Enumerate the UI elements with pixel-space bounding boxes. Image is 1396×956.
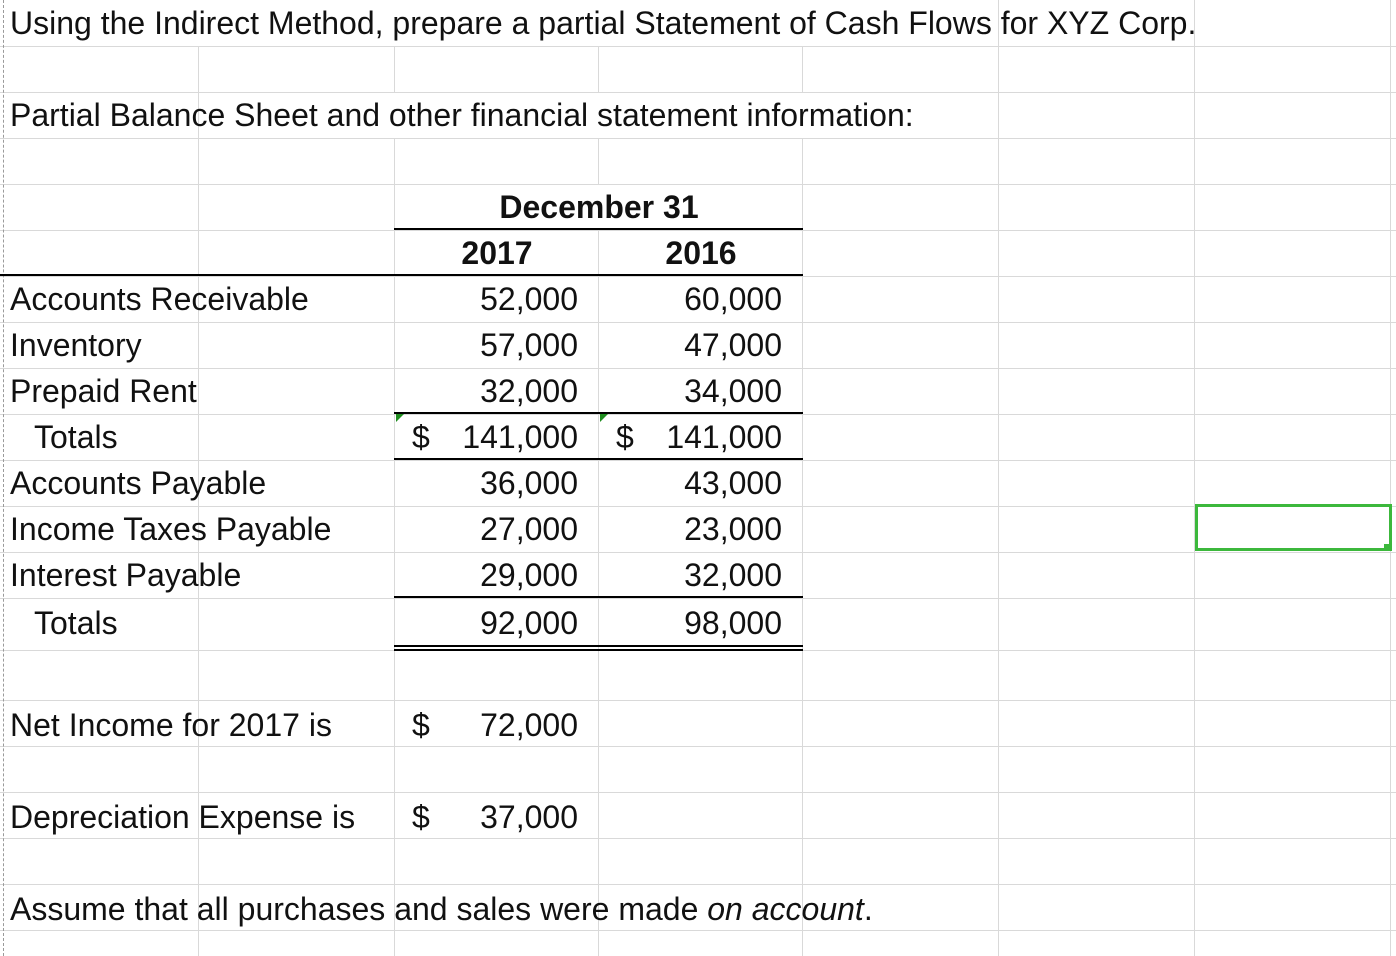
totals-label: Totals (34, 605, 118, 641)
error-indicator-icon[interactable] (600, 414, 608, 422)
assumption-note (10, 889, 873, 929)
sheet-subtitle: Partial Balance Sheet and other financial statement information: (10, 97, 914, 133)
row-label: Income Taxes Payable (10, 511, 332, 547)
row-label: Prepaid Rent (10, 373, 197, 409)
selected-cell[interactable] (1195, 504, 1392, 551)
value-2016: 23,000 (684, 511, 782, 547)
gridline (0, 368, 1396, 369)
gridline (802, 46, 803, 92)
double-underline-bottom (394, 649, 803, 651)
row-label: Accounts Receivable (10, 281, 309, 317)
gridline (0, 230, 1396, 231)
gridline (394, 46, 395, 92)
error-indicator-icon[interactable] (396, 414, 404, 422)
depreciation-value: 37,000 (480, 799, 578, 835)
gridline (0, 506, 1396, 507)
currency-symbol: $ (412, 799, 430, 835)
currency-symbol: $ (616, 419, 634, 455)
gridline (0, 746, 1396, 747)
double-underline-top (394, 645, 803, 647)
subtotal-border (394, 596, 803, 598)
value-2016: 47,000 (684, 327, 782, 363)
note-prefix: Assume that all purchases and sales were made (10, 891, 708, 927)
value-2017: 27,000 (480, 511, 578, 547)
gridline (0, 700, 1396, 701)
gridline (0, 838, 1396, 839)
gridline (0, 930, 1396, 931)
total-2016: 141,000 (666, 419, 782, 455)
total-2016: 98,000 (684, 605, 782, 641)
period-header: December 31 (499, 189, 699, 225)
gridline (0, 884, 1396, 885)
value-2017: 52,000 (480, 281, 578, 317)
value-2017: 32,000 (480, 373, 578, 409)
gridline (0, 92, 1396, 93)
total-2017: 92,000 (480, 605, 578, 641)
row-label: Interest Payable (10, 557, 242, 593)
gridline (0, 138, 1396, 139)
year-2016-header: 2016 (665, 235, 737, 271)
total-border (394, 458, 803, 460)
gridline (0, 460, 1396, 461)
net-income-value: 72,000 (480, 707, 578, 743)
gridline (0, 552, 1396, 553)
value-2017: 36,000 (480, 465, 578, 501)
currency-symbol: $ (412, 707, 430, 743)
gridline (0, 414, 1396, 415)
header-bottom-border (0, 274, 803, 276)
value-2016: 43,000 (684, 465, 782, 501)
value-2017: 57,000 (480, 327, 578, 363)
gridline (1390, 0, 1391, 956)
gridline (0, 792, 1396, 793)
gridline (0, 598, 1396, 599)
depreciation-label: Depreciation Expense is (10, 799, 356, 835)
gridline (598, 46, 599, 92)
subtotal-border (394, 412, 803, 414)
gridline (1194, 0, 1195, 956)
note-emphasis: on account (707, 891, 864, 927)
value-2016: 60,000 (684, 281, 782, 317)
totals-label: Totals (34, 419, 118, 455)
gridline (0, 276, 1396, 277)
gridline (598, 230, 599, 956)
row-label: Accounts Payable (10, 465, 267, 501)
gridline (394, 138, 395, 956)
sheet-left-edge (3, 0, 4, 956)
gridline (0, 322, 1396, 323)
note-suffix: . (863, 891, 873, 927)
fill-handle[interactable] (1384, 544, 1390, 550)
gridline (998, 0, 999, 956)
gridline (0, 46, 1396, 47)
value-2016: 34,000 (684, 373, 782, 409)
total-2017: 141,000 (462, 419, 578, 455)
net-income-label: Net Income for 2017 is (10, 707, 332, 743)
currency-symbol: $ (412, 419, 430, 455)
value-2016: 32,000 (684, 557, 782, 593)
gridline (0, 184, 1396, 185)
gridline (802, 138, 803, 956)
header-underline (394, 228, 803, 230)
row-label: Inventory (10, 327, 142, 363)
gridline (598, 138, 599, 184)
year-2017-header: 2017 (461, 235, 533, 271)
sheet-title: Using the Indirect Method, prepare a partial Statement of Cash Flows for XYZ Corp. (10, 5, 1197, 41)
value-2017: 29,000 (480, 557, 578, 593)
